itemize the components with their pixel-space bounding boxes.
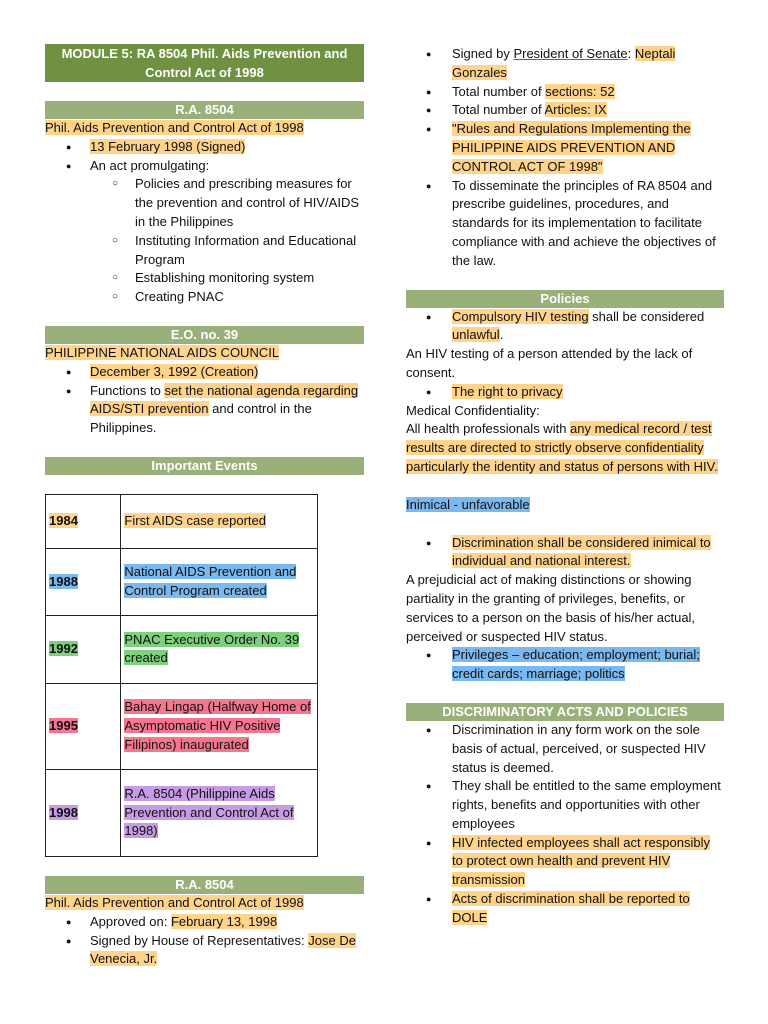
hiv-testing-definition: An HIV testing of a person attended by the lack of consent. xyxy=(406,346,693,380)
list-item: ○ Establishing monitoring system xyxy=(45,269,364,288)
list-item: ● Privileges – education; employment; burial; credit cards; marriage; politics xyxy=(406,646,724,684)
table-row xyxy=(46,494,318,548)
list-item: ● Functions to set the national agenda regarding AIDS/STI prevention and control in the Philippines. xyxy=(45,382,364,438)
list-item: ● Compulsory HIV testing shall be considered unlawful. xyxy=(406,308,724,346)
ra2-title: Phil. Aids Prevention and Control Act of 1998 xyxy=(45,894,304,910)
list-item: ● The right to privacy xyxy=(406,383,724,402)
section-header-events: Important Events xyxy=(45,457,364,475)
ra-details-bullets xyxy=(406,45,724,271)
policies-bullets-3 xyxy=(406,534,724,572)
list-item: ● An act promulgating: ○ Policies and prescribing measures for the prevention and control of HIV/AIDS in the Philippines ○ Instituting Information and Educational Program ○ Establishing monitoring system ○ Creating PNAC xyxy=(45,157,364,307)
list-item: ● Discrimination in any form work on the sole basis of actual, perceived, or suspected HIV status is deemed. xyxy=(406,721,724,777)
list-item: ● They shall be entitled to the same employment rights, benefits and opportunities with other employees xyxy=(406,777,724,833)
list-item: ● Signed by House of Representatives: Jose De Venecia, Jr. xyxy=(45,932,364,970)
events-table xyxy=(45,494,318,857)
section-header-eo39: E.O. no. 39 xyxy=(45,326,364,344)
event-year: 1998 xyxy=(49,804,78,820)
health-professionals-text: All health professionals with any medical record / test results are directed to strictly observe confidentiality particularly the identity and status of persons with HIV. xyxy=(406,421,718,474)
table-row xyxy=(46,615,318,683)
list-item: ● Approved on: February 13, 1998 xyxy=(45,913,364,932)
event-description: PNAC Executive Order No. 39 created xyxy=(124,631,300,666)
list-item: ● HIV infected employees shall act responsibly to protect own health and prevent HIV transmission xyxy=(406,834,724,890)
eo-title: PHILIPPINE NATIONAL AIDS COUNCIL xyxy=(45,344,280,360)
list-item: ● To disseminate the principles of RA 8504 and prescribe guidelines, procedures, and standards for its implementation to facilitate compliance with and achieve the objectives of the law. xyxy=(406,177,724,271)
section-header-ra8504: R.A. 8504 xyxy=(45,101,364,119)
module-title: MODULE 5: RA 8504 Phil. Aids Prevention and Control Act of 1998 xyxy=(45,44,364,82)
event-year: 1984 xyxy=(49,513,78,529)
section-header-discriminatory: DISCRIMINATORY ACTS AND POLICIES xyxy=(406,703,724,721)
table-row xyxy=(46,769,318,856)
table-row xyxy=(46,548,318,615)
list-item: ○ Instituting Information and Educational Program xyxy=(45,232,364,270)
list-item: ● Acts of discrimination shall be reported to DOLE xyxy=(406,890,724,928)
inimical-definition: Inimical - unfavorable xyxy=(406,496,530,512)
event-description: R.A. 8504 (Philippine Aids Prevention and Control Act of 1998) xyxy=(124,785,294,839)
list-item: ○ Creating PNAC xyxy=(45,288,364,307)
list-item: ● "Rules and Regulations Implementing the PHILIPPINE AIDS PREVENTION AND CONTROL ACT OF 1998" xyxy=(406,120,724,176)
ra2-bullets xyxy=(45,913,364,969)
policies-bullets-4 xyxy=(406,646,724,684)
promulgating-subitems xyxy=(45,175,364,307)
list-item: ● December 3, 1992 (Creation) xyxy=(45,363,364,382)
section-header-ra8504-2: R.A. 8504 xyxy=(45,876,364,894)
right-column xyxy=(406,45,724,928)
event-description: Bahay Lingap (Halfway Home of Asymptomatic HIV Positive Filipinos) inaugurated xyxy=(124,699,311,752)
left-column xyxy=(45,44,364,969)
section-header-policies: Policies xyxy=(406,290,724,308)
event-year: 1988 xyxy=(49,573,78,589)
list-item: ● Discrimination shall be considered inimical to individual and national interest. xyxy=(406,534,724,572)
eo-bullets xyxy=(45,363,364,438)
event-description: National AIDS Prevention and Control Program created xyxy=(124,564,297,598)
policies-bullets-2 xyxy=(406,383,724,402)
ra-bullets xyxy=(45,138,364,307)
event-year: 1992 xyxy=(49,641,78,657)
prejudicial-definition: A prejudicial act of making distinctions or showing partiality in the granting of privileges, benefits, or services to a person on the basis of his/her actual, perceived or suspected HIV status. xyxy=(406,572,696,644)
list-item: ○ Policies and prescribing measures for the prevention and control of HIV/AIDS in the Philippines xyxy=(45,175,364,231)
list-item: ● Total number of sections: 52 xyxy=(406,83,724,102)
medical-confidentiality-label: Medical Confidentiality: xyxy=(406,402,540,418)
list-item: ● 13 February 1998 (Signed) xyxy=(45,138,364,157)
discrim-bullets xyxy=(406,721,724,928)
policies-bullets-1 xyxy=(406,308,724,346)
event-description: First AIDS case reported xyxy=(124,513,267,529)
list-item: ● Signed by President of Senate: Neptali Gonzales xyxy=(406,45,724,83)
list-item: ● Total number of Articles: IX xyxy=(406,101,724,120)
table-row xyxy=(46,683,318,769)
event-year: 1995 xyxy=(49,718,78,734)
ra-title: Phil. Aids Prevention and Control Act of 1998 xyxy=(45,120,304,135)
